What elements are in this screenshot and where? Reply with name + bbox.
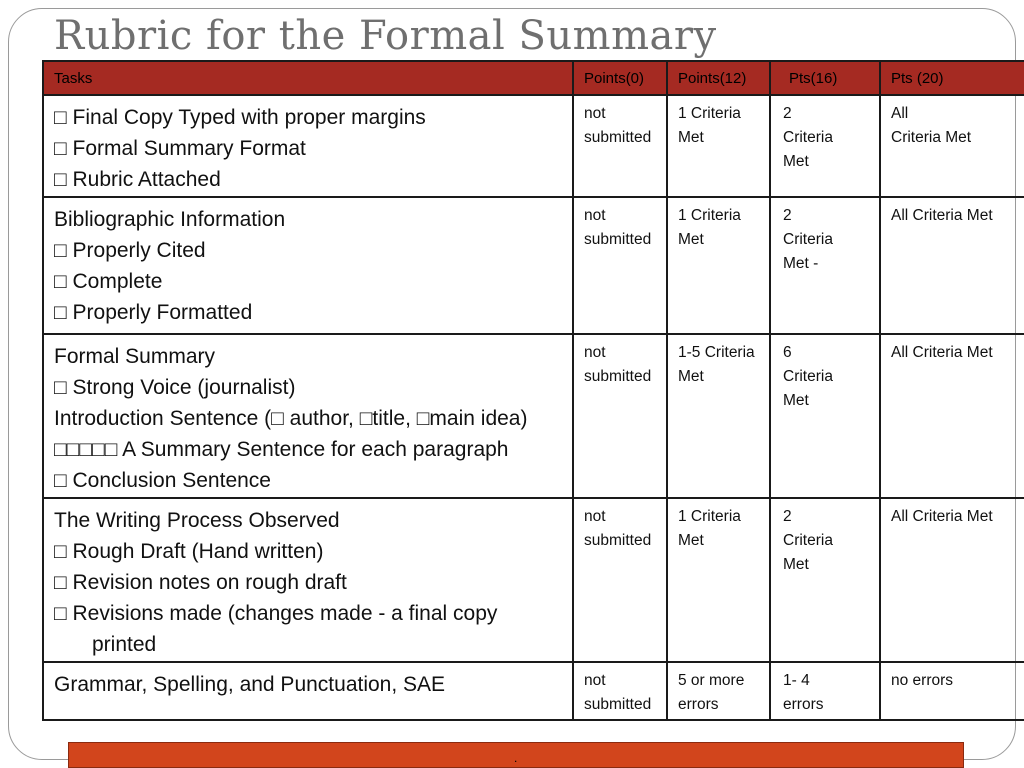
task-line: □ Rubric Attached (54, 168, 221, 191)
score-cell: 1 Criteria Met (667, 197, 770, 334)
score-cell: All Criteria Met (880, 95, 1024, 197)
score-cell: 6 Criteria Met (770, 334, 880, 498)
score-cell: 1- 4 errors (770, 662, 880, 720)
score-cell: no errors (880, 662, 1024, 720)
task-line: □ Revision notes on rough draft (54, 571, 347, 594)
task-line: Formal Summary (54, 345, 216, 368)
task-line: Bibliographic Information (54, 208, 286, 231)
score-cell: 1 Criteria Met (667, 95, 770, 197)
header-points-20: Pts (20) (880, 61, 1024, 95)
task-cell (43, 662, 573, 720)
task-line: □ Properly Formatted (54, 301, 253, 324)
rubric-table (42, 60, 1024, 721)
task-line: printed (92, 633, 157, 656)
table-row (43, 197, 1024, 334)
table-row (43, 334, 1024, 498)
score-cell: 1 Criteria Met (667, 498, 770, 662)
header-points-16: Pts(16) (770, 61, 880, 95)
task-line: □ Properly Cited (54, 239, 206, 262)
score-cell: 2 Criteria Met (770, 95, 880, 197)
score-cell: not submitted (573, 197, 667, 334)
task-line: Introduction Sentence (□ author, □title, □main idea) (54, 407, 528, 430)
task-line: □□□□□ A Summary Sentence for each paragraph (54, 438, 509, 461)
footer-bar (68, 742, 964, 768)
score-cell: not submitted (573, 498, 667, 662)
header-tasks: Tasks (43, 61, 573, 95)
table-row (43, 95, 1024, 197)
score-cell: not submitted (573, 95, 667, 197)
task-line: The Writing Process Observed (54, 509, 340, 532)
header-points-12: Points(12) (667, 61, 770, 95)
task-cell (43, 334, 573, 498)
task-cell (43, 498, 573, 662)
slide-title: Rubric for the Formal Summary (54, 13, 717, 59)
score-cell: 1-5 Criteria Met (667, 334, 770, 498)
task-line: □ Final Copy Typed with proper margins (54, 106, 426, 129)
footer-mark: . (514, 751, 518, 765)
table-row (43, 662, 1024, 720)
score-cell: 5 or more errors (667, 662, 770, 720)
task-line: □ Rough Draft (Hand written) (54, 540, 324, 563)
task-line: Grammar, Spelling, and Punctuation, SAE (54, 673, 446, 696)
task-line: □ Strong Voice (journalist) (54, 376, 296, 399)
task-cell (43, 197, 573, 334)
score-cell: All Criteria Met (880, 334, 1024, 498)
task-line: □ Revisions made (changes made - a final copy (54, 602, 498, 625)
header-points-0: Points(0) (573, 61, 667, 95)
score-cell: All Criteria Met (880, 498, 1024, 662)
score-cell: 2 Criteria Met - (770, 197, 880, 334)
task-line: □ Conclusion Sentence (54, 469, 271, 492)
score-cell: not submitted (573, 662, 667, 720)
score-cell: 2 Criteria Met (770, 498, 880, 662)
score-cell: All Criteria Met (880, 197, 1024, 334)
table-row (43, 498, 1024, 662)
score-cell: not submitted (573, 334, 667, 498)
header-row (43, 61, 1024, 95)
task-line: □ Complete (54, 270, 163, 293)
task-cell (43, 95, 573, 197)
task-line: □ Formal Summary Format (54, 137, 306, 160)
